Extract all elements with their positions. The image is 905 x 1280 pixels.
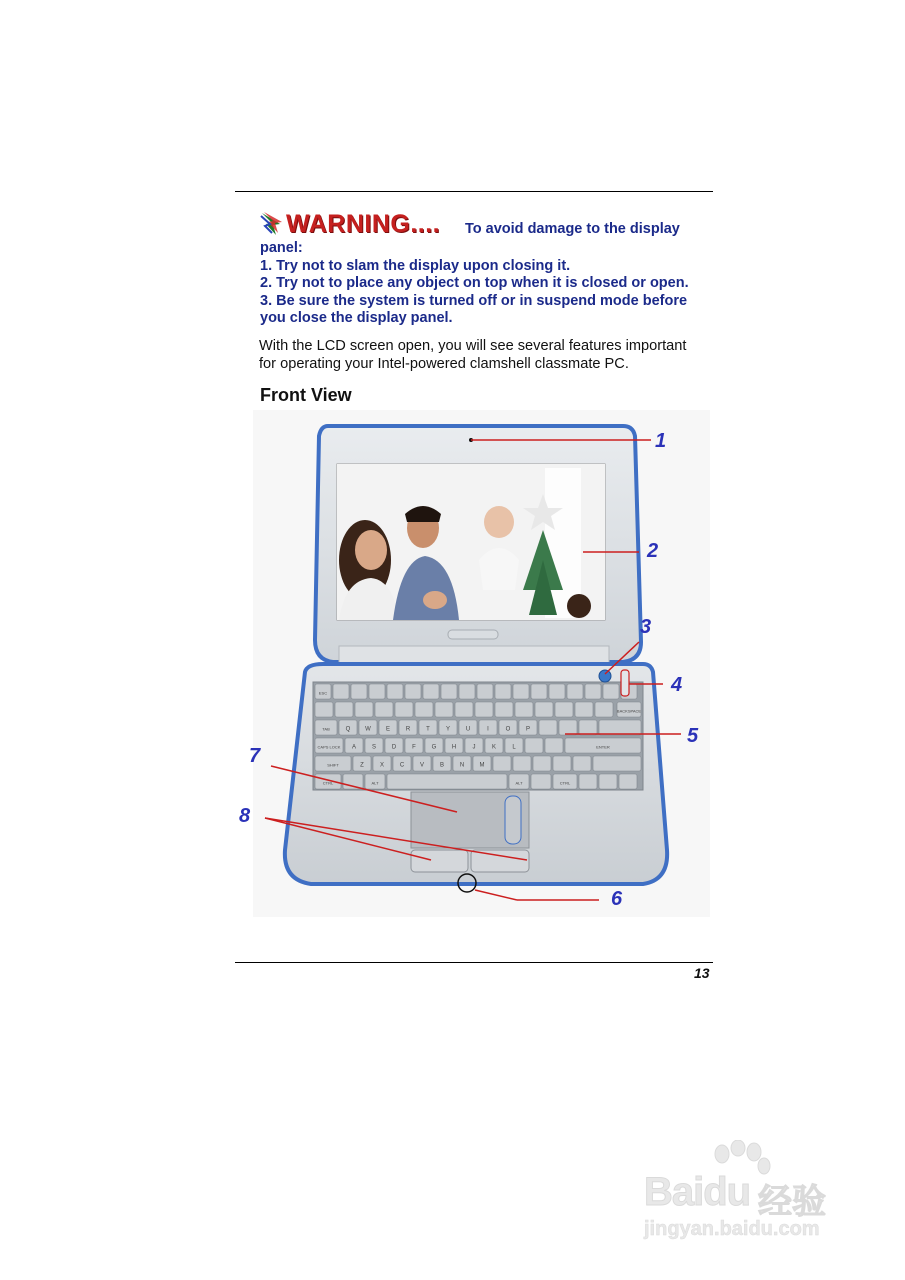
warning-badge-text: WARNING.... bbox=[286, 209, 441, 238]
key-label: Z bbox=[360, 762, 364, 769]
key-label: CTRL bbox=[322, 780, 334, 786]
warning-line: you close the display panel. bbox=[260, 310, 453, 327]
arrow-key bbox=[619, 774, 637, 789]
right-touchpad-button bbox=[471, 850, 529, 872]
watermark-url: jingyan.baidu.com bbox=[644, 1218, 820, 1240]
symbol-key bbox=[493, 756, 511, 771]
key-label: R bbox=[405, 726, 411, 733]
number-key bbox=[555, 702, 573, 717]
key-label: E bbox=[385, 726, 391, 733]
section-title: Front View bbox=[260, 385, 352, 405]
key-label: P bbox=[525, 726, 531, 733]
callout-3: 3 bbox=[640, 616, 652, 638]
key-label: ESC bbox=[318, 690, 328, 696]
number-key bbox=[475, 702, 493, 717]
symbol-key bbox=[525, 738, 543, 753]
number-key bbox=[435, 702, 453, 717]
function-key bbox=[351, 684, 367, 699]
number-key bbox=[515, 702, 533, 717]
key-label: D bbox=[391, 744, 397, 751]
number-key bbox=[495, 702, 513, 717]
shift-key bbox=[593, 756, 641, 771]
function-key bbox=[387, 684, 403, 699]
number-key bbox=[535, 702, 553, 717]
screen-photo bbox=[337, 464, 605, 620]
key-label: B bbox=[439, 762, 445, 769]
arrow-key bbox=[599, 774, 617, 789]
key-label: F bbox=[412, 744, 416, 751]
intro-paragraph bbox=[259, 338, 719, 373]
warning-burst-icon bbox=[260, 211, 284, 237]
warning-lead-text: To avoid damage to the display bbox=[465, 221, 680, 237]
baidu-watermark bbox=[640, 1140, 860, 1250]
key-label: ALT bbox=[515, 780, 523, 786]
number-key bbox=[415, 702, 433, 717]
function-key bbox=[333, 684, 349, 699]
laptop-front-view-figure bbox=[239, 410, 710, 917]
symbol-key bbox=[573, 756, 591, 771]
status-leds bbox=[621, 670, 629, 696]
page-number: 13 bbox=[694, 965, 710, 981]
key-label: K bbox=[491, 744, 497, 751]
key-label: CAPS LOCK bbox=[317, 744, 341, 750]
key-label: TAB bbox=[322, 726, 330, 732]
menu-key bbox=[531, 774, 551, 789]
function-key bbox=[477, 684, 493, 699]
number-key bbox=[375, 702, 393, 717]
function-key bbox=[603, 684, 619, 699]
power-button bbox=[599, 670, 611, 682]
symbol-key bbox=[533, 756, 551, 771]
function-key bbox=[459, 684, 475, 699]
number-key bbox=[395, 702, 413, 717]
callout-4: 4 bbox=[671, 674, 683, 696]
callout-7: 7 bbox=[249, 745, 261, 767]
number-key bbox=[455, 702, 473, 717]
watermark-brand: Baidu bbox=[644, 1170, 751, 1214]
wide-key bbox=[599, 720, 641, 735]
key-label: BACKSPACE bbox=[616, 708, 642, 714]
number-key bbox=[355, 702, 373, 717]
key-label: CTRL bbox=[559, 780, 571, 786]
key-label: G bbox=[431, 744, 437, 751]
warning-block bbox=[260, 208, 715, 328]
function-key bbox=[567, 684, 583, 699]
key-label: ENTER bbox=[596, 744, 610, 750]
scroll-strip bbox=[505, 796, 521, 844]
symbol-key bbox=[539, 720, 557, 735]
warning-badge bbox=[260, 210, 440, 238]
key-label: ALT bbox=[371, 780, 379, 786]
key-label: I bbox=[487, 726, 489, 733]
symbol-key bbox=[559, 720, 577, 735]
key-label: J bbox=[472, 744, 476, 751]
arrow-key bbox=[579, 774, 597, 789]
key-label: W bbox=[365, 726, 371, 733]
top-rule bbox=[235, 191, 713, 192]
key-label: X bbox=[379, 762, 385, 769]
key-label: M bbox=[479, 762, 485, 769]
key-label: C bbox=[399, 762, 405, 769]
warning-line: 1. Try not to slam the display upon closing it. bbox=[260, 257, 571, 274]
key-label: A bbox=[351, 744, 357, 751]
key-label: V bbox=[419, 762, 425, 769]
watermark-cn: 经验 bbox=[758, 1183, 826, 1221]
intro-line: for operating your Intel-powered clamshell classmate PC. bbox=[259, 355, 629, 372]
callout-6: 6 bbox=[611, 888, 623, 910]
function-key bbox=[585, 684, 601, 699]
warning-body bbox=[260, 240, 715, 328]
laptop-illustration bbox=[253, 410, 710, 917]
function-key bbox=[513, 684, 529, 699]
key-label: U bbox=[465, 726, 471, 733]
key-label: T bbox=[426, 726, 430, 733]
intro-line: With the LCD screen open, you will see several features important bbox=[259, 338, 687, 354]
warning-line: 3. Be sure the system is turned off or in suspend mode before bbox=[260, 292, 688, 309]
hinge-latch bbox=[448, 630, 498, 639]
number-key bbox=[315, 702, 333, 717]
number-key bbox=[335, 702, 353, 717]
hinge-bar bbox=[339, 646, 609, 664]
space-key bbox=[387, 774, 507, 789]
left-touchpad-button bbox=[411, 850, 468, 872]
callout-1: 1 bbox=[655, 430, 667, 452]
symbol-key bbox=[579, 720, 597, 735]
key-label: L bbox=[512, 744, 516, 751]
symbol-key bbox=[545, 738, 563, 753]
number-key bbox=[575, 702, 593, 717]
key-label: Q bbox=[345, 726, 351, 733]
key-label: O bbox=[505, 726, 511, 733]
warning-line: 2. Try not to place any object on top when it is closed or open. bbox=[260, 275, 689, 292]
symbol-key bbox=[513, 756, 531, 771]
callout-2: 2 bbox=[647, 540, 659, 562]
key-label: N bbox=[459, 762, 465, 769]
bottom-rule bbox=[235, 962, 713, 963]
function-key bbox=[549, 684, 565, 699]
symbol-key bbox=[553, 756, 571, 771]
function-key bbox=[495, 684, 511, 699]
function-key bbox=[369, 684, 385, 699]
function-key bbox=[423, 684, 439, 699]
key-label: S bbox=[371, 744, 377, 751]
callout-8: 8 bbox=[239, 805, 251, 827]
key-label: H bbox=[451, 744, 457, 751]
callout-5: 5 bbox=[687, 725, 699, 747]
warning-header bbox=[260, 208, 715, 244]
function-key bbox=[531, 684, 547, 699]
function-key bbox=[441, 684, 457, 699]
key-label: Y bbox=[445, 726, 451, 733]
number-key bbox=[595, 702, 613, 717]
function-key bbox=[405, 684, 421, 699]
key-label: SHIFT bbox=[327, 762, 339, 768]
warning-line: panel: bbox=[260, 240, 303, 256]
